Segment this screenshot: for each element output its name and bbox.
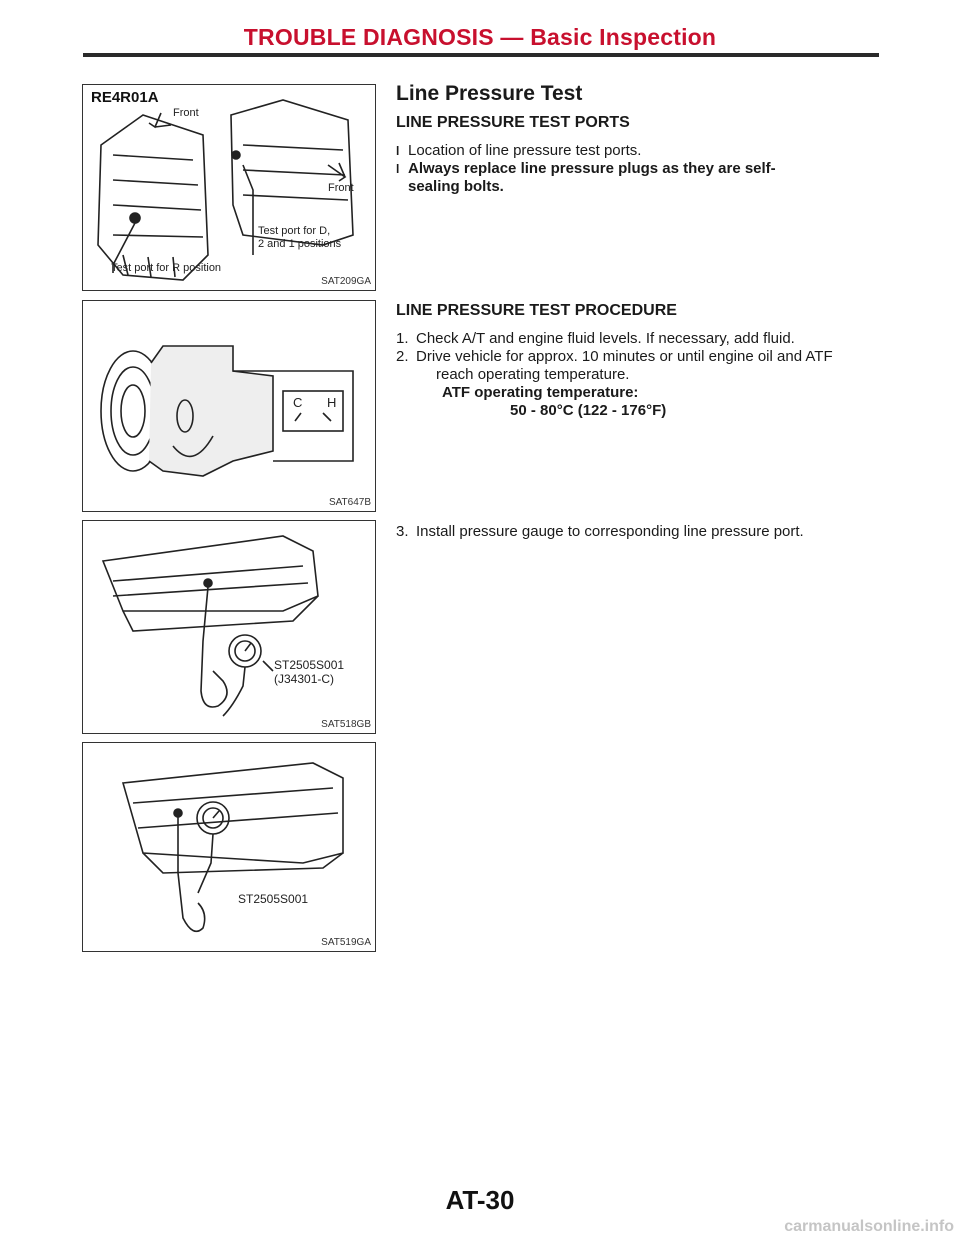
ports-bullet-1-text: Location of line pressure test ports. — [408, 142, 642, 159]
atf-temperature-value: 50 - 80°C (122 - 176°F) — [510, 402, 667, 419]
step-1-text: Check A/T and engine fluid levels. If necessary, add fluid. — [416, 330, 795, 347]
page-number: AT-30 — [445, 1185, 515, 1215]
ports-section — [396, 114, 876, 196]
figure-pressure-gauge-install — [82, 520, 376, 734]
step-number: 1. — [396, 330, 409, 347]
figure-code: SAT519GA — [321, 937, 371, 948]
label-test-port-d: Test port for D, — [258, 225, 331, 237]
section-content — [396, 82, 876, 106]
atf-temperature-label: ATF operating temperature: — [442, 384, 639, 401]
section-title: Line Pressure Test — [396, 82, 583, 105]
procedure-section — [396, 302, 876, 420]
procedure-heading: LINE PRESSURE TEST PROCEDURE — [396, 302, 677, 319]
figure-code: SAT647B — [328, 497, 371, 508]
ports-bullet-1 — [396, 142, 876, 160]
gauge-cold-label: C — [293, 395, 303, 410]
procedure-step-3-block — [396, 523, 876, 541]
ports-heading: LINE PRESSURE TEST PORTS — [396, 114, 630, 131]
figure-transmission-ports — [82, 84, 376, 291]
figure-code: SAT209GA — [321, 276, 371, 287]
ports-bullet-2-line1: Always replace line pressure plugs as they are self- — [408, 160, 776, 177]
step-number: 3. — [396, 523, 409, 540]
figure-code: SAT518GB — [321, 719, 371, 730]
bullet-mark: l — [396, 144, 400, 158]
step-2-line2: reach operating temperature. — [436, 366, 630, 383]
label-front-top: Front — [173, 107, 199, 119]
ports-bullet-2-cont — [396, 178, 876, 196]
label-front-right: Front — [328, 182, 354, 194]
header-rule — [83, 53, 879, 57]
label-test-port-r: Test port for R position — [111, 262, 222, 274]
pressure-gauge-illustration-2 — [83, 743, 375, 951]
procedure-step-3 — [396, 523, 876, 541]
step-3-text: Install pressure gauge to corresponding line pressure port. — [416, 523, 804, 540]
figure-model-label: RE4R01A — [91, 89, 159, 106]
gauge-hot-label: H — [327, 395, 337, 410]
page-header-title: TROUBLE DIAGNOSIS — Basic Inspection — [243, 24, 717, 50]
tool-number-label: ST2505S001 — [238, 892, 309, 906]
bullet-mark: l — [396, 162, 400, 176]
ports-bullet-2 — [396, 160, 876, 178]
figure-pressure-gauge-alt — [82, 742, 376, 952]
pressure-gauge-illustration-1 — [83, 521, 375, 733]
procedure-step-2 — [396, 348, 876, 366]
tool-number-label: ST2505S001 — [274, 658, 345, 672]
step-2-line1: Drive vehicle for approx. 10 minutes or until engine oil and ATF — [416, 348, 833, 365]
figure-atf-temperature — [82, 300, 376, 512]
procedure-step-2-cont — [396, 366, 876, 384]
ports-bullet-2-line2: sealing bolts. — [408, 178, 504, 195]
watermark: carmanualsonline.info — [784, 1218, 954, 1235]
tool-alt-number-label: (J34301-C) — [274, 672, 335, 686]
procedure-step-1 — [396, 330, 876, 348]
label-test-port-d-positions: 2 and 1 positions — [258, 238, 342, 250]
step-number: 2. — [396, 348, 409, 365]
